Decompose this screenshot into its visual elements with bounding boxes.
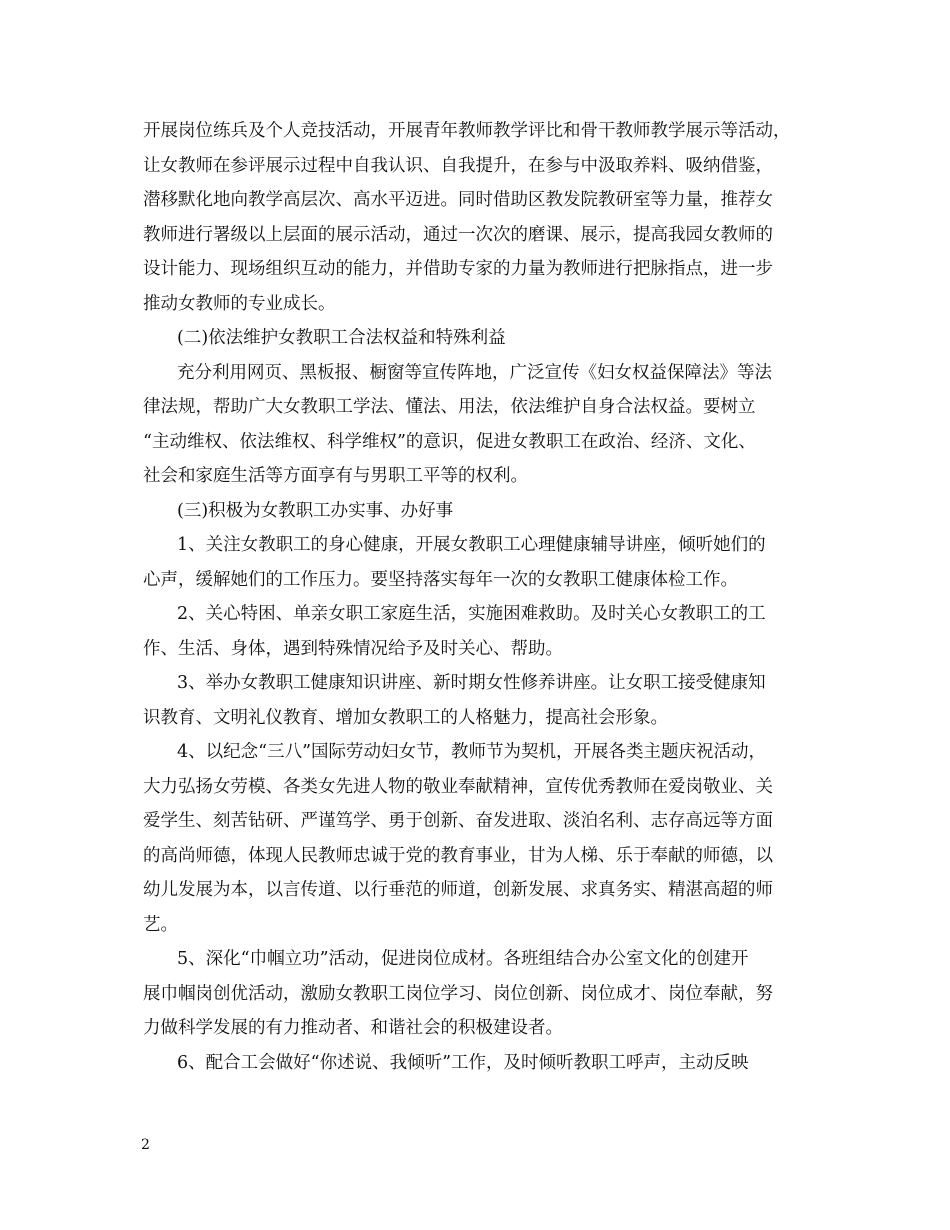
text-line: 让女教师在参评展示过程中自我认识、自我提升，在参与中汲取养料、吸纳借鉴， <box>143 155 773 176</box>
text-line: 的高尚师德，体现人民教师忠诚于党的教育事业，甘为人梯、乐于奉献的师德，以 <box>143 845 773 866</box>
text-line: (二)依法维护女教职工合法权益和特殊利益 <box>177 328 506 348</box>
text-line: 6、配合工会做好“你述说、我倾听”工作，及时倾听教职工呼声，主动反映 <box>177 1052 749 1073</box>
text-line: 2、关心特困、单亲女职工家庭生活，实施困难救助。及时关心女教职工的工 <box>177 604 766 624</box>
text-line: 律法规，帮助广大女教职工学法、懂法、用法，依法维护自身合法权益。要树立 <box>143 397 756 417</box>
text-line: 识教育、文明礼仪教育、增加女教职工的人格魅力，提高社会形象。 <box>143 707 668 728</box>
text-line: 作、生活、身体，遇到特殊情况给予及时关心、帮助。 <box>143 638 563 659</box>
text-line: 展巾帼岗创优活动，激励女教职工岗位学习、岗位创新、岗位成才、岗位奉献，努 <box>143 983 773 1004</box>
text-line: 1、关注女教职工的身心健康，开展女教职工心理健康辅导讲座，倾听她们的 <box>177 535 766 555</box>
page-number: 2 <box>141 1137 150 1153</box>
text-line: 爱学生、刻苦钻研、严谨笃学、勇于创新、奋发进取、淡泊名利、志存高远等方面 <box>143 811 773 831</box>
text-line: 幼儿发展为本，以言传道、以行垂范的师道，创新发展、求真务实、精湛高超的师 <box>143 880 773 900</box>
text-line: 充分利用网页、黑板报、橱窗等宣传阵地，广泛宣传《妇女权益保障法》等法 <box>177 362 772 383</box>
text-line: 开展岗位练兵及个人竞技活动，开展青年教师教学评比和骨干教师教学展示等活动， <box>143 121 791 141</box>
text-line: 4、以纪念“三八”国际劳动妇女节，教师节为契机，开展各类主题庆祝活动， <box>177 742 767 762</box>
text-line: 心声，缓解她们的工作压力。要坚持落实每年一次的女教职工健康体检工作。 <box>143 569 738 590</box>
text-line: 3、举办女教职工健康知识讲座、新时期女性修养讲座。让女职工接受健康知 <box>177 673 766 693</box>
text-line: (三)积极为女教职工办实事、办好事 <box>177 500 454 521</box>
body-text <box>143 120 823 1086</box>
text-line: 力做科学发展的有力推动者、和谐社会的积极建设者。 <box>143 1018 563 1038</box>
text-line: 教师进行署级以上层面的展示活动，通过一次次的磨课、展示，提高我园女教师的 <box>143 224 773 245</box>
text-line: “主动维权、依法维权、科学维权”的意识，促进女教职工在政治、经济、文化、 <box>143 431 756 452</box>
text-line: 推动女教师的专业成长。 <box>143 293 336 314</box>
text-line: 大力弘扬女劳模、各类女先进人物的敬业奉献精神，宣传优秀教师在爱岗敬业、关 <box>143 776 773 797</box>
text-line: 5、深化“巾帼立功”活动，促进岗位成材。各班组结合办公室文化的创建开 <box>177 949 749 969</box>
text-line: 设计能力、现场组织互动的能力，并借助专家的力量为教师进行把脉指点，进一步 <box>143 259 773 279</box>
text-line: 社会和家庭生活等方面享有与男职工平等的权利。 <box>143 466 528 486</box>
text-line: 潜移默化地向教学高层次、高水平迈进。同时借助区教发院教研室等力量，推荐女 <box>143 190 773 210</box>
text-line: 艺。 <box>143 914 178 935</box>
